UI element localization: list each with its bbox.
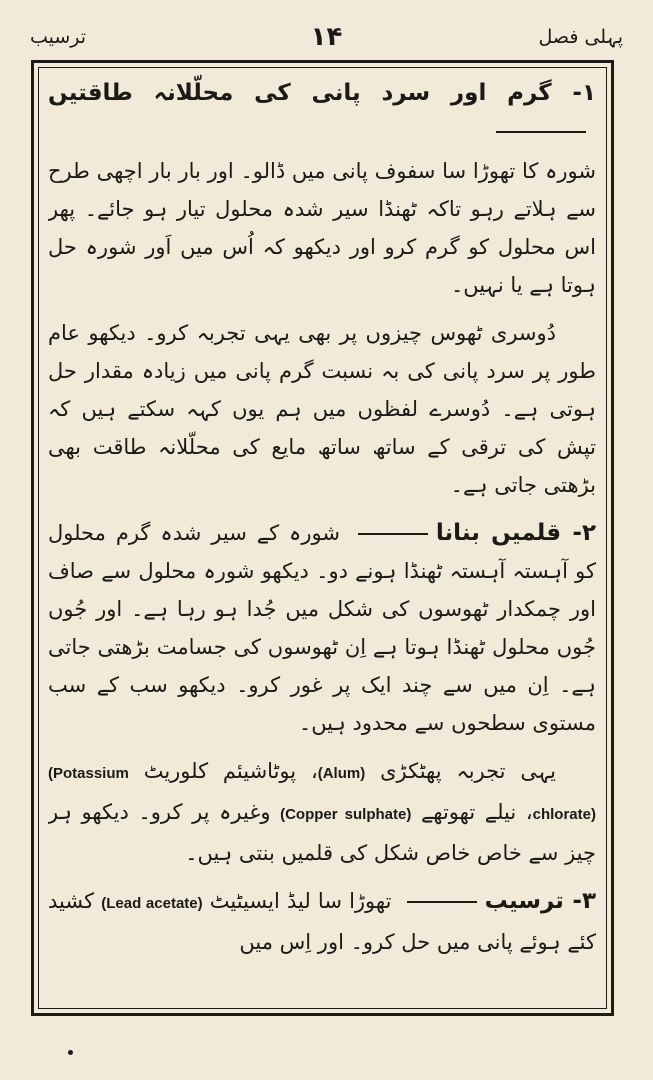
page-number: ۱۴ bbox=[310, 22, 343, 52]
lead-acetate-term: (Lead acetate) bbox=[101, 895, 203, 912]
page-body bbox=[48, 74, 596, 1009]
section3-text-1b: کشید کئے ہوئے پانی میں حل کرو۔ اور اِس میں bbox=[48, 889, 596, 954]
section3-heading: ۳- ترسیب bbox=[484, 888, 596, 914]
chapter-label: پہلی فصل bbox=[538, 26, 623, 48]
section2-text-2c: نیلے تھوتھے bbox=[420, 800, 517, 824]
section1-paragraph-1: شورہ کا تھوڑا سا سفوف پانی میں ڈالو۔ اور بار بار اچھی طرح سے ہلاتے رہو تاکہ ٹھنڈا سیر شدہ محلول تیار ہو جائے۔ پھر اس محلول کو گرم کرو اور دیکھو کہ اُس میں اَور شورہ حل ہوتا ہے یا نہیں۔ bbox=[48, 159, 596, 297]
potassium-chlorate-term: (Potassium chlorate) bbox=[48, 765, 596, 823]
section2-text-1: شورہ کے سیر شدہ گرم محلول کو آہستہ آہستہ ٹھنڈا ہونے دو۔ دیکھو شورہ محلول سے صاف اور چمکدار ٹھوسوں کی شکل میں جُدا ہو رہا ہے۔ اور جُوں جُوں محلول ٹھنڈا ہوتا ہے اِن ٹھوسوں کی جسامت بڑھتی جاتی ہے۔ اِن میں سے چند ایک پر غور کرو۔ دیکھو سب کے سب مستوی سطحوں سے محدود ہیں۔ bbox=[48, 521, 596, 735]
section2-paragraph-1 bbox=[48, 514, 596, 742]
section1-heading-text: ۱- گرم اور سرد پانی کی محلّلانہ طاقتیں bbox=[48, 80, 596, 106]
ink-dot bbox=[68, 1050, 73, 1055]
alum-term: (Alum) bbox=[317, 765, 366, 782]
heading-rule bbox=[407, 901, 477, 903]
section2-paragraph-2: یہی تجربہ پھٹکڑی (Alum)، پوٹاشیئم کلوریٹ (Potassium chlorate)، نیلے تھوتھے (Copper sulphate) وغیرہ پر کرو۔ دیکھو ہر چیز سے خاص خاص شکل کی قلمیں بنتی ہیں۔ bbox=[48, 759, 596, 865]
section1-heading bbox=[48, 74, 596, 150]
section3-text-1a: تھوڑا سا لیڈ ایسیٹیٹ bbox=[209, 889, 392, 913]
section-label: ترسیب bbox=[30, 26, 87, 48]
section2-text-2a: یہی تجربہ پھٹکڑی bbox=[380, 759, 557, 783]
heading-rule bbox=[496, 131, 586, 133]
section2-text-2b: پوٹاشیئم کلوریٹ bbox=[143, 759, 297, 783]
heading-rule bbox=[358, 533, 428, 535]
section2-text-2d: وغیرہ پر کرو۔ دیکھو ہر چیز سے خاص خاص شکل کی قلمیں بنتی ہیں۔ bbox=[48, 800, 596, 865]
section3-paragraph-1 bbox=[48, 882, 596, 961]
section2-heading: ۲- قلمیں بنانا bbox=[435, 520, 596, 546]
copper-sulphate-term: (Copper sulphate) bbox=[280, 806, 412, 823]
section1-paragraph-2: دُوسری ٹھوس چیزوں پر بھی یہی تجربہ کرو۔ دیکھو عام طور پر سرد پانی کی بہ نسبت گرم پانی میں زیادہ مقدار حل ہوتی ہے۔ دُوسرے لفظوں میں ہم یوں کہہ سکتے ہیں کہ تپش کی ترقی کے ساتھ ساتھ مایع کی محلّلانہ طاقت بھی بڑھتی جاتی ہے۔ bbox=[48, 321, 596, 497]
running-head bbox=[30, 22, 623, 58]
